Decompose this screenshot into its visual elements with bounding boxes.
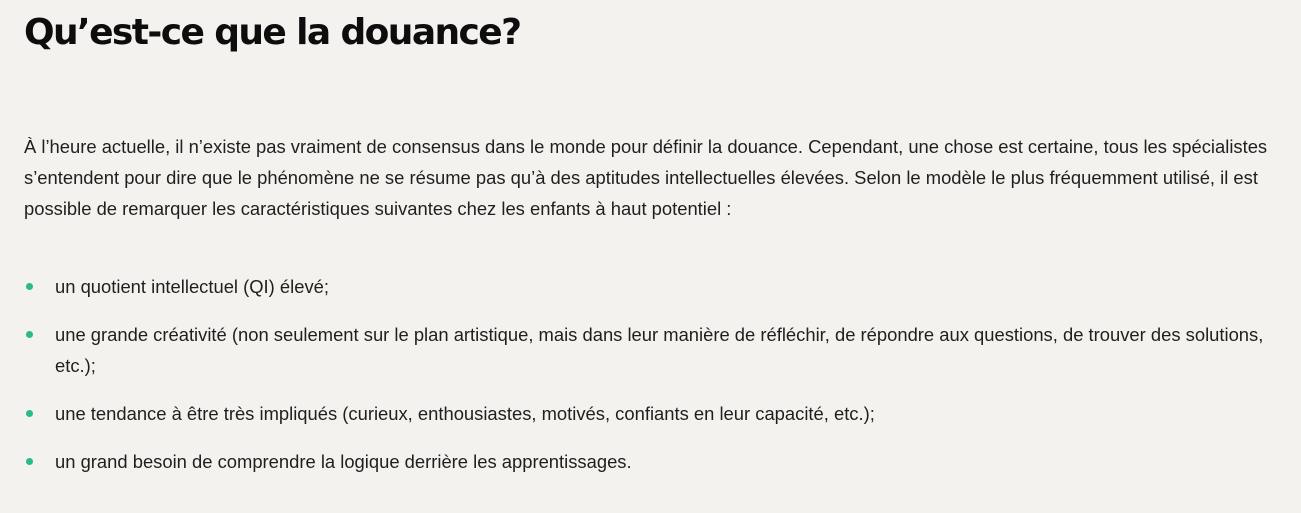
- intro-paragraph: À l’heure actuelle, il n’existe pas vraiment de consensus dans le monde pour définir la douance. Cependant, une chose est certaine, tous les spécialistes s’entendent pour dire que le phénomène ne se résume pas qu’à des aptitudes intellectuelles élevées. Selon le modèle le plus fréquemment utilisé, il est possible de remarquer les caractéristiques suivantes chez les enfants à haut potentiel :: [24, 136, 1268, 219]
- list-item-text: un grand besoin de comprendre la logique derrière les apprentissages.: [55, 451, 632, 472]
- list-item: [24, 271, 1292, 302]
- bullet-dot-icon: [26, 410, 33, 417]
- bullet-dot-icon: [26, 458, 33, 465]
- list-item-text: une tendance à être très impliqués (curieux, enthousiastes, motivés, confiants en leur capacité, etc.);: [55, 403, 875, 424]
- list-item: [24, 398, 1292, 429]
- list-item: [24, 446, 1292, 477]
- bullet-dot-icon: [26, 331, 33, 338]
- list-item-text: un quotient intellectuel (QI) élevé;: [55, 276, 329, 297]
- list-item: [24, 319, 1292, 381]
- page-title: Qu’est-ce que la douance?: [24, 12, 521, 53]
- list-item-text: une grande créativité (non seulement sur le plan artistique, mais dans leur manière de réfléchir, de répondre aux questions, de trouver des solutions, etc.);: [55, 324, 1264, 376]
- characteristics-list: [24, 271, 1292, 494]
- bullet-dot-icon: [26, 283, 33, 290]
